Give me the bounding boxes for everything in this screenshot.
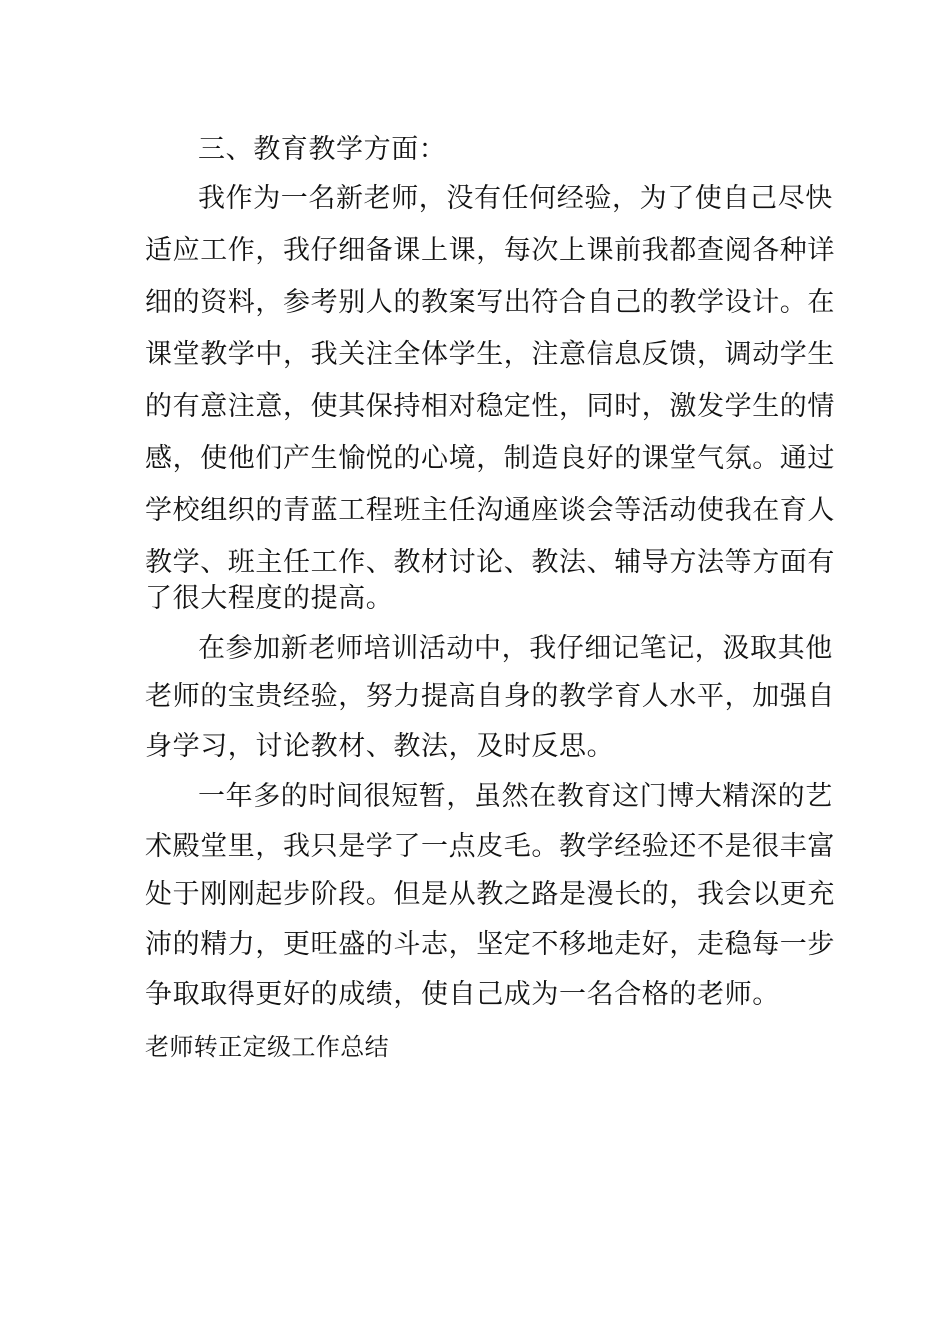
paragraph-line: 处于刚刚起步阶段。但是从教之路是漫长的，我会以更充 bbox=[145, 879, 835, 910]
paragraph-line: 课堂教学中，我关注全体学生，注意信息反馈，调动学生 bbox=[145, 339, 835, 370]
paragraph-line: 了很大程度的提高。 bbox=[145, 583, 394, 614]
paragraph-line: 细的资料，参考别人的教案写出符合自己的教学设计。在 bbox=[145, 287, 835, 318]
paragraph-line: 适应工作，我仔细备课上课，每次上课前我都查阅各种详 bbox=[145, 235, 835, 266]
paragraph-line: 教学、班主任工作、教材讨论、教法、辅导方法等方面有 bbox=[145, 547, 835, 578]
paragraph-line: 的有意注意，使其保持相对稳定性，同时，激发学生的情 bbox=[145, 391, 835, 422]
paragraph-line: 争取取得更好的成绩，使自己成为一名合格的老师。 bbox=[145, 979, 780, 1010]
paragraph-line: 老师的宝贵经验，努力提高自身的教学育人水平，加强自 bbox=[145, 681, 835, 712]
paragraph-line: 学校组织的青蓝工程班主任沟通座谈会等活动使我在育人 bbox=[145, 495, 835, 526]
paragraph-line: 我作为一名新老师，没有任何经验，为了使自己尽快 bbox=[198, 183, 833, 214]
paragraph-line: 感，使他们产生愉悦的心境，制造良好的课堂气氛。通过 bbox=[145, 443, 835, 474]
paragraph-line: 术殿堂里，我只是学了一点皮毛。教学经验还不是很丰富 bbox=[145, 831, 835, 862]
paragraph-line: 一年多的时间很短暂，虽然在教育这门博大精深的艺 bbox=[198, 781, 833, 812]
document-footer-title: 老师转正定级工作总结 bbox=[145, 1033, 389, 1061]
paragraph-line: 身学习，讨论教材、教法，及时反思。 bbox=[145, 731, 615, 762]
paragraph-line: 在参加新老师培训活动中，我仔细记笔记，汲取其他 bbox=[198, 633, 833, 664]
section-heading: 三、教育教学方面： bbox=[198, 134, 447, 165]
paragraph-line: 沛的精力，更旺盛的斗志，坚定不移地走好，走稳每一步 bbox=[145, 929, 835, 960]
